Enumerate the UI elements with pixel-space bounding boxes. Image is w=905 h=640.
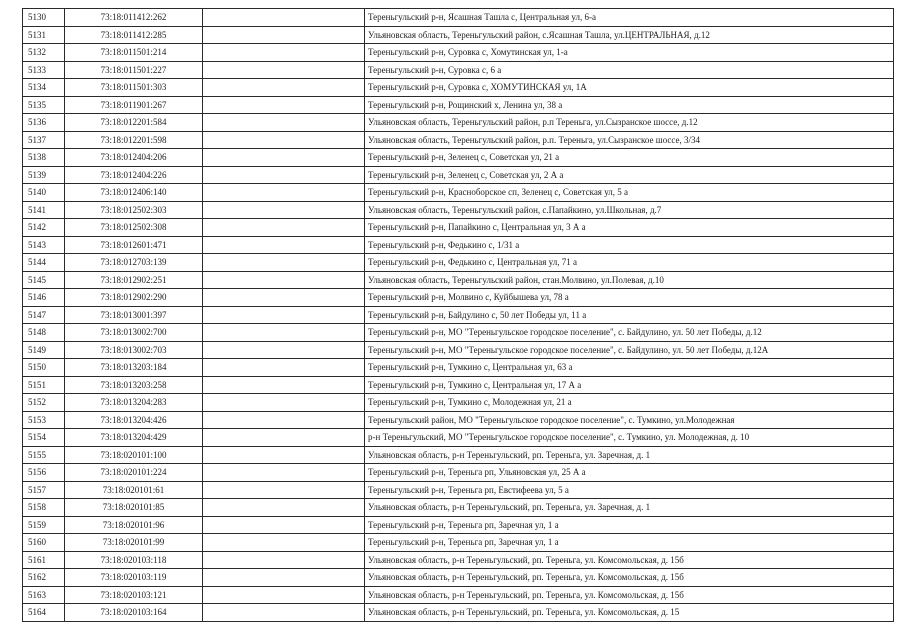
cadastral-number-cell: 73:18:020101:61: [65, 481, 203, 499]
table-row: [23, 184, 894, 202]
address-cell: Тереньгульский р-н, Тереньга рп, Ульяновская ул, 25 А а: [365, 464, 894, 482]
table-row: [23, 551, 894, 569]
address-cell: Ульяновская область, Тереньгульский район, с.Ясашная Ташла, ул.ЦЕНТРАЛЬНАЯ, д.12: [365, 26, 894, 44]
cadastral-number-cell: 73:18:011501:214: [65, 44, 203, 62]
row-number-cell: 5148: [23, 324, 65, 342]
cadastral-number-cell: 73:18:020103:121: [65, 586, 203, 604]
row-number-cell: 5130: [23, 9, 65, 27]
row-number-cell: 5147: [23, 306, 65, 324]
empty-cell: [203, 394, 365, 412]
table-row: [23, 569, 894, 587]
cadastral-number-cell: 73:18:011901:267: [65, 96, 203, 114]
address-cell: Тереньгульский р-н, Молвино с, Куйбышева ул, 78 а: [365, 289, 894, 307]
address-cell: Тереньгульский р-н, Тумкино с, Центральная ул, 63 а: [365, 359, 894, 377]
empty-cell: [203, 429, 365, 447]
cadastral-number-cell: 73:18:011501:227: [65, 61, 203, 79]
empty-cell: [203, 324, 365, 342]
cadastral-number-cell: 73:18:020101:96: [65, 516, 203, 534]
row-number-cell: 5162: [23, 569, 65, 587]
empty-cell: [203, 604, 365, 622]
address-cell: Тереньгульский р-н, Красноборское сп, Зеленец с, Советская ул, 5 а: [365, 184, 894, 202]
table-row: [23, 149, 894, 167]
table-row: [23, 394, 894, 412]
empty-cell: [203, 201, 365, 219]
cadastral-number-cell: 73:18:013002:703: [65, 341, 203, 359]
empty-cell: [203, 411, 365, 429]
empty-cell: [203, 26, 365, 44]
row-number-cell: 5155: [23, 446, 65, 464]
address-cell: Тереньгульский р-н, Тумкино с, Центральная ул, 17 А а: [365, 376, 894, 394]
cadastral-number-cell: 73:18:011412:285: [65, 26, 203, 44]
cadastral-number-cell: 73:18:020103:119: [65, 569, 203, 587]
table-row: [23, 464, 894, 482]
cadastral-number-cell: 73:18:012404:206: [65, 149, 203, 167]
cadastral-number-cell: 73:18:013203:258: [65, 376, 203, 394]
row-number-cell: 5138: [23, 149, 65, 167]
table-row: [23, 586, 894, 604]
empty-cell: [203, 534, 365, 552]
cadastral-number-cell: 73:18:012502:308: [65, 219, 203, 237]
address-cell: Ульяновская область, р-н Тереньгульский, рп. Тереньга, ул. Заречная, д. 1: [365, 499, 894, 517]
address-cell: Тереньгульский р-н, МО "Тереньгульское городское поселение", с. Байдулино, ул. 50 лет Победы, д.12: [365, 324, 894, 342]
table-row: [23, 166, 894, 184]
row-number-cell: 5136: [23, 114, 65, 132]
table-row: [23, 499, 894, 517]
empty-cell: [203, 79, 365, 97]
empty-cell: [203, 306, 365, 324]
cadastral-number-cell: 73:18:013002:700: [65, 324, 203, 342]
row-number-cell: 5159: [23, 516, 65, 534]
empty-cell: [203, 359, 365, 377]
cadastral-number-cell: 73:18:012406:140: [65, 184, 203, 202]
empty-cell: [203, 236, 365, 254]
address-cell: Тереньгульский р-н, Папайкино с, Центральная ул, 3 А а: [365, 219, 894, 237]
row-number-cell: 5145: [23, 271, 65, 289]
table-row: [23, 534, 894, 552]
cadastral-number-cell: 73:18:020101:99: [65, 534, 203, 552]
address-cell: Тереньгульский р-н, Зеленец с, Советская ул, 2 А а: [365, 166, 894, 184]
table-row: [23, 341, 894, 359]
empty-cell: [203, 464, 365, 482]
address-cell: Ульяновская область, р-н Тереньгульский, рп. Тереньга, ул. Комсомольская, д. 15б: [365, 551, 894, 569]
cadastral-number-cell: 73:18:020103:164: [65, 604, 203, 622]
empty-cell: [203, 184, 365, 202]
empty-cell: [203, 569, 365, 587]
address-cell: Тереньгульский р-н, Рощинский х, Ленина ул, 38 а: [365, 96, 894, 114]
table-row: [23, 376, 894, 394]
row-number-cell: 5154: [23, 429, 65, 447]
table-row: [23, 201, 894, 219]
row-number-cell: 5153: [23, 411, 65, 429]
cadastral-number-cell: 73:18:012201:598: [65, 131, 203, 149]
address-cell: Тереньгульский р-н, Суровка с, Хомутинская ул, 1-а: [365, 44, 894, 62]
table-row: [23, 411, 894, 429]
property-table-body: [23, 9, 894, 622]
row-number-cell: 5160: [23, 534, 65, 552]
address-cell: Тереньгульский р-н, Тереньга рп, Заречная ул, 1 а: [365, 516, 894, 534]
empty-cell: [203, 131, 365, 149]
row-number-cell: 5161: [23, 551, 65, 569]
table-row: [23, 324, 894, 342]
table-row: [23, 9, 894, 27]
table-row: [23, 26, 894, 44]
row-number-cell: 5143: [23, 236, 65, 254]
address-cell: Ульяновская область, р-н Тереньгульский, рп. Тереньга, ул. Заречная, д. 1: [365, 446, 894, 464]
row-number-cell: 5131: [23, 26, 65, 44]
table-row: [23, 604, 894, 622]
cadastral-number-cell: 73:18:020103:118: [65, 551, 203, 569]
address-cell: Тереньгульский р-н, Зеленец с, Советская ул, 21 а: [365, 149, 894, 167]
table-row: [23, 481, 894, 499]
property-table: [22, 8, 894, 622]
cadastral-number-cell: 73:18:012902:251: [65, 271, 203, 289]
table-row: [23, 131, 894, 149]
row-number-cell: 5144: [23, 254, 65, 272]
address-cell: Тереньгульский р-н, Тереньга рп, Евстифеева ул, 5 а: [365, 481, 894, 499]
row-number-cell: 5149: [23, 341, 65, 359]
table-row: [23, 429, 894, 447]
empty-cell: [203, 114, 365, 132]
row-number-cell: 5137: [23, 131, 65, 149]
empty-cell: [203, 376, 365, 394]
cadastral-number-cell: 73:18:012404:226: [65, 166, 203, 184]
row-number-cell: 5151: [23, 376, 65, 394]
empty-cell: [203, 551, 365, 569]
row-number-cell: 5135: [23, 96, 65, 114]
address-cell: р-н Тереньгульский, МО "Тереньгульское городское поселение", с. Тумкино, ул. Молодежная, д. 10: [365, 429, 894, 447]
row-number-cell: 5134: [23, 79, 65, 97]
empty-cell: [203, 499, 365, 517]
table-row: [23, 359, 894, 377]
row-number-cell: 5140: [23, 184, 65, 202]
empty-cell: [203, 61, 365, 79]
cadastral-number-cell: 73:18:011501:303: [65, 79, 203, 97]
cadastral-number-cell: 73:18:013204:426: [65, 411, 203, 429]
address-cell: Тереньгульский р-н, Ясашная Ташла с, Центральная ул, 6-а: [365, 9, 894, 27]
empty-cell: [203, 516, 365, 534]
row-number-cell: 5132: [23, 44, 65, 62]
empty-cell: [203, 166, 365, 184]
address-cell: Ульяновская область, Тереньгульский район, стан.Молвино, ул.Полевая, д.10: [365, 271, 894, 289]
empty-cell: [203, 271, 365, 289]
cadastral-number-cell: 73:18:011412:262: [65, 9, 203, 27]
row-number-cell: 5141: [23, 201, 65, 219]
empty-cell: [203, 9, 365, 27]
table-row: [23, 61, 894, 79]
address-cell: Ульяновская область, Тереньгульский район, р.п. Тереньга, ул.Сызранское шоссе, 3/34: [365, 131, 894, 149]
cadastral-number-cell: 73:18:013203:184: [65, 359, 203, 377]
empty-cell: [203, 481, 365, 499]
table-row: [23, 236, 894, 254]
address-cell: Тереньгульский р-н, Суровка с, ХОМУТИНСКАЯ ул, 1А: [365, 79, 894, 97]
row-number-cell: 5158: [23, 499, 65, 517]
table-row: [23, 254, 894, 272]
row-number-cell: 5146: [23, 289, 65, 307]
empty-cell: [203, 219, 365, 237]
table-row: [23, 79, 894, 97]
cadastral-number-cell: 73:18:020101:100: [65, 446, 203, 464]
row-number-cell: 5156: [23, 464, 65, 482]
address-cell: Тереньгульский р-н, Байдулино с, 50 лет Победы ул, 11 а: [365, 306, 894, 324]
cadastral-number-cell: 73:18:012601:471: [65, 236, 203, 254]
table-row: [23, 96, 894, 114]
empty-cell: [203, 341, 365, 359]
cadastral-number-cell: 73:18:020101:85: [65, 499, 203, 517]
row-number-cell: 5152: [23, 394, 65, 412]
table-row: [23, 219, 894, 237]
empty-cell: [203, 44, 365, 62]
cadastral-number-cell: 73:18:012502:303: [65, 201, 203, 219]
row-number-cell: 5142: [23, 219, 65, 237]
empty-cell: [203, 446, 365, 464]
table-row: [23, 44, 894, 62]
row-number-cell: 5139: [23, 166, 65, 184]
address-cell: Тереньгульский р-н, Федькино с, 1/31 а: [365, 236, 894, 254]
row-number-cell: 5164: [23, 604, 65, 622]
empty-cell: [203, 149, 365, 167]
table-row: [23, 289, 894, 307]
row-number-cell: 5150: [23, 359, 65, 377]
table-row: [23, 271, 894, 289]
row-number-cell: 5133: [23, 61, 65, 79]
address-cell: Тереньгульский р-н, Федькино с, Центральная ул, 71 а: [365, 254, 894, 272]
address-cell: Ульяновская область, Тереньгульский район, р.п Тереньга, ул.Сызранское шоссе, д.12: [365, 114, 894, 132]
address-cell: Тереньгульский р-н, Суровка с, 6 а: [365, 61, 894, 79]
address-cell: Тереньгульский р-н, Тумкино с, Молодежная ул, 21 а: [365, 394, 894, 412]
empty-cell: [203, 254, 365, 272]
cadastral-number-cell: 73:18:012703:139: [65, 254, 203, 272]
address-cell: Ульяновская область, р-н Тереньгульский, рп. Тереньга, ул. Комсомольская, д. 15: [365, 604, 894, 622]
empty-cell: [203, 96, 365, 114]
row-number-cell: 5157: [23, 481, 65, 499]
address-cell: Тереньгульский р-н, Тереньга рп, Заречная ул, 1 а: [365, 534, 894, 552]
table-row: [23, 516, 894, 534]
address-cell: Ульяновская область, р-н Тереньгульский, рп. Тереньга, ул. Комсомольская, д. 15б: [365, 569, 894, 587]
empty-cell: [203, 289, 365, 307]
address-cell: Ульяновская область, Тереньгульский район, с.Папайкино, ул.Школьная, д.7: [365, 201, 894, 219]
cadastral-number-cell: 73:18:020101:224: [65, 464, 203, 482]
address-cell: Ульяновская область, р-н Тереньгульский, рп. Тереньга, ул. Комсомольская, д. 15б: [365, 586, 894, 604]
cadastral-number-cell: 73:18:013204:283: [65, 394, 203, 412]
empty-cell: [203, 586, 365, 604]
cadastral-number-cell: 73:18:013204:429: [65, 429, 203, 447]
row-number-cell: 5163: [23, 586, 65, 604]
address-cell: Тереньгульский район, МО "Тереньгульское городское поселение", с. Тумкино, ул.Молодежная: [365, 411, 894, 429]
table-row: [23, 306, 894, 324]
cadastral-number-cell: 73:18:012902:290: [65, 289, 203, 307]
cadastral-number-cell: 73:18:013001:397: [65, 306, 203, 324]
table-row: [23, 446, 894, 464]
table-row: [23, 114, 894, 132]
cadastral-number-cell: 73:18:012201:584: [65, 114, 203, 132]
address-cell: Тереньгульский р-н, МО "Тереньгульское городское поселение", с. Байдулино, ул. 50 лет Победы, д.12А: [365, 341, 894, 359]
